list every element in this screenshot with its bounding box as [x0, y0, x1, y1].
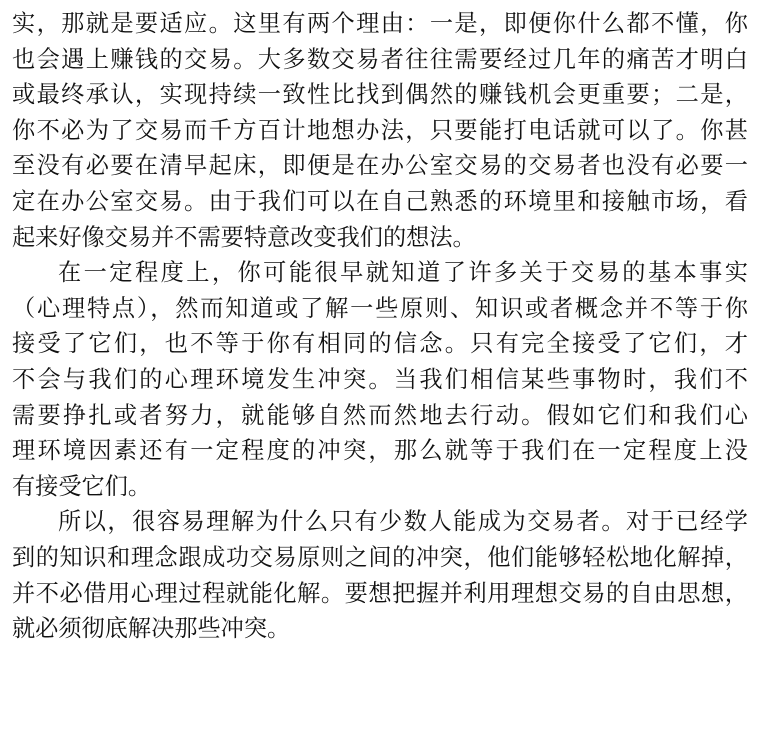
paragraph-1 [12, 6, 748, 255]
paragraph-2 [12, 255, 748, 504]
text-line: 理环境因素还有一定程度的冲突，那么就等于我们在一定程度上没 [12, 437, 748, 465]
text-line: 有接受它们。 [12, 472, 152, 500]
text-line: 到的知识和理念跟成功交易原则之间的冲突，他们能够轻松地化解掉， [12, 543, 748, 571]
text-line: 定在办公室交易。由于我们可以在自己熟悉的环境里和接触市场，看 [12, 187, 748, 215]
text-line: 不会与我们的心理环境发生冲突。当我们相信某些事物时，我们不 [12, 365, 748, 393]
text-line: 并不必借用心理过程就能化解。要想把握并利用理想交易的自由思想， [12, 579, 748, 607]
text-line: 至没有必要在清早起床，即便是在办公室交易的交易者也没有必要一 [12, 152, 748, 180]
text-line: 所以，很容易理解为什么只有少数人能成为交易者。对于已经学 [58, 508, 748, 536]
text-line: 起来好像交易并不需要特意改变我们的想法。 [12, 223, 476, 251]
text-line: 接受了它们，也不等于你有相同的信念。只有完全接受了它们，才 [12, 330, 748, 358]
text-line: 也会遇上赚钱的交易。大多数交易者往往需要经过几年的痛苦才明白 [12, 45, 748, 73]
text-line: 就必须彻底解决那些冲突。 [12, 615, 291, 643]
text-line: （心理特点），然而知道或了解一些原则、知识或者概念并不等于你 [12, 294, 748, 322]
text-line: 或最终承认，实现持续一致性比找到偶然的赚钱机会更重要；二是， [12, 81, 748, 109]
text-line: 在一定程度上，你可能很早就知道了许多关于交易的基本事实 [58, 259, 748, 287]
text-line: 你不必为了交易而千方百计地想办法，只要能打电话就可以了。你甚 [12, 116, 748, 144]
paragraph-3 [12, 504, 748, 646]
text-line: 实，那就是要适应。这里有两个理由：一是，即便你什么都不懂，你 [12, 10, 748, 37]
text-line: 需要挣扎或者努力，就能够自然而然地去行动。假如它们和我们心 [12, 401, 748, 429]
